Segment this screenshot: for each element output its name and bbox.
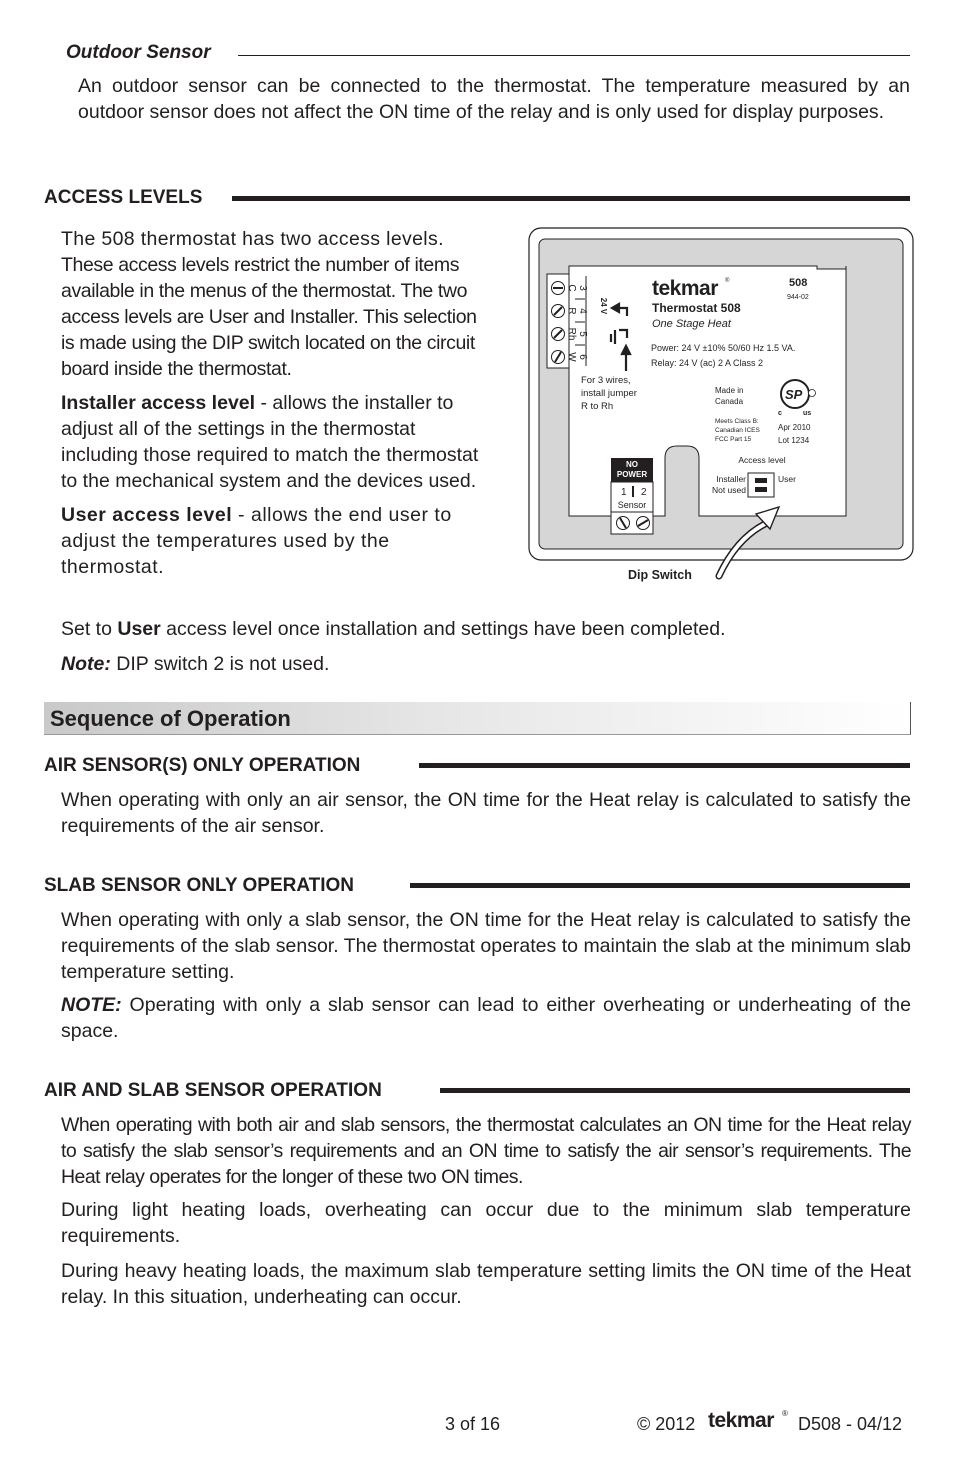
heading-rule [440,1088,910,1093]
air-slab-text-1: When operating with both air and slab sensors, the thermostat calculates an ON time for the Heat relay to satisfy the slab sensor’s requirements and an ON time to satisfy the air sensor’s requirements. The Heat relay operates for the longer of these two ON times. [61,1114,911,1188]
dip-switch [748,473,774,497]
installer-label: Installer access level [61,392,256,414]
tekmar-logo: tekmar [652,277,718,300]
sequence-title: Sequence of Operation [50,706,291,731]
no-power-label: NO [626,460,638,469]
power-rating: Power: 24 V ±10% 50/60 Hz 1.5 VA. [651,343,796,353]
set-user-note [61,616,911,642]
access-levels-heading: ACCESS LEVELS [44,187,203,208]
set-to-user: User [117,618,161,640]
registered-mark: ® [725,278,730,284]
dip-switch-caption: Dip Switch [628,568,692,582]
terminal-number: 4 [577,308,588,314]
access-levels-text [61,226,491,580]
manufacture-date: Apr 2010 [778,423,811,432]
user-text: - allows the end user to adjust the temperatures used by the thermostat. [61,504,452,578]
terminal-label: R [566,307,577,315]
installer-label: Installer [716,474,746,484]
footer-tekmar-logo: tekmar [708,1409,774,1432]
meets-line: FCC Part 15 [715,436,752,443]
document-code: D508 - 04/12 [798,1414,903,1434]
meets-line: Meets Class B: [715,418,759,425]
lot-number: Lot 1234 [778,436,810,445]
meets-line: Canadian ICES [715,427,760,434]
air-only-text: When operating with only an air sensor, the ON time for the Heat relay is calculated to satisfy the requirements of the air sensor. [61,789,911,837]
set-to-suffix: access level once installation and settings have been completed. [160,618,726,640]
air-slab-heading: AIR AND SLAB SENSOR OPERATION [44,1080,382,1101]
installer-text: - allows the installer to adjust all of the settings in the thermostat including those required to match the thermostat to the mechanical system and the devices used. [61,392,479,492]
jumper-note-line: For 3 wires, [581,375,631,386]
terminal-label: C [566,284,577,292]
air-slab-text-3: During heavy heating loads, the maximum slab temperature setting limits the ON time of the Heat relay. In this situation, underheating can occur. [61,1260,911,1308]
slab-note-label: NOTE: [61,994,122,1016]
dip-switch-1 [755,478,767,483]
heading-rule [238,55,910,56]
slab-note-text: Operating with only a slab sensor can lead to either overheating or underheating of the space. [61,994,911,1042]
jumper-note-line: install jumper [581,388,637,399]
installer-paragraph [61,390,491,494]
set-to-prefix: Set to [61,618,118,640]
dip-switch-2 [755,487,767,492]
heading-rule [232,196,910,201]
terminal-label: W [566,352,577,362]
outdoor-sensor-heading: Outdoor Sensor [66,42,211,63]
slab-only-text: When operating with only a slab sensor, the ON time for the Heat relay is calculated to satisfy the requirements of the slab sensor. The thermostat operates to maintain the slab at the minimum slab temperature setting. [61,909,911,983]
terminal-24v-label: 24 V [599,297,608,315]
model-number: 508 [789,277,808,289]
product-name: Thermostat 508 [652,301,741,315]
terminal-number: 5 [577,331,588,337]
heading-rule [419,763,910,768]
thermostat-diagram [527,226,922,588]
user-paragraph [61,502,491,580]
air-only-heading: AIR SENSOR(S) ONLY OPERATION [44,755,361,776]
made-in-line: Made in [715,386,744,395]
product-subtitle: One Stage Heat [652,318,731,330]
no-power-label: POWER [616,470,648,479]
air-slab-text-2: During light heating loads, overheating can occur due to the minimum slab temperature requirements. [61,1199,911,1247]
dip-note-text: DIP switch 2 is not used. [110,653,330,675]
copyright: © 2012 [637,1414,696,1434]
heading-rule [410,883,910,888]
footer-registered-mark: ® [782,1409,788,1418]
outdoor-sensor-text: An outdoor sensor can be connected to the thermostat. The temperature measured by an outdoor sensor does not affect the ON time of the relay and is only used for display purposes. [78,75,910,123]
jumper-note-line: R to Rh [581,401,614,412]
made-in-line: Canada [715,397,744,406]
slab-only-note [61,992,911,1044]
terminal-label: Rh [566,327,577,341]
user-label: User [778,474,796,484]
intro-line: The 508 thermostat has two access levels. [61,228,444,250]
svg-text:SP: SP [785,387,803,402]
slab-only-heading: SLAB SENSOR ONLY OPERATION [44,875,355,896]
csa-us-mark: us [803,410,812,417]
relay-rating: Relay: 24 V (ac) 2 A Class 2 [651,358,764,368]
sensor-label: Sensor [617,500,647,510]
terminal-number: 3 [577,285,588,291]
page-number: 3 of 16 [445,1414,501,1434]
user-label: User access level [61,504,233,526]
access-level-label: Access level [738,455,786,465]
not-used-label: Not used [711,485,746,495]
terminal-number: 6 [577,354,588,360]
csa-c-mark: c [778,410,782,417]
dip-note [61,651,911,677]
part-number: 944-02 [787,294,809,301]
intro-text: These access levels restrict the number of items available in the menus of the thermostat. The two access levels are User and Installer. This selection is made using the DIP switch located on the circuit board inside the thermostat. [61,254,477,380]
dip-note-label: Note: [61,653,111,675]
sensor-terminal-number: 1 [621,487,627,498]
sensor-terminal-number: 2 [641,487,647,498]
sequence-of-operation-banner [44,702,911,735]
